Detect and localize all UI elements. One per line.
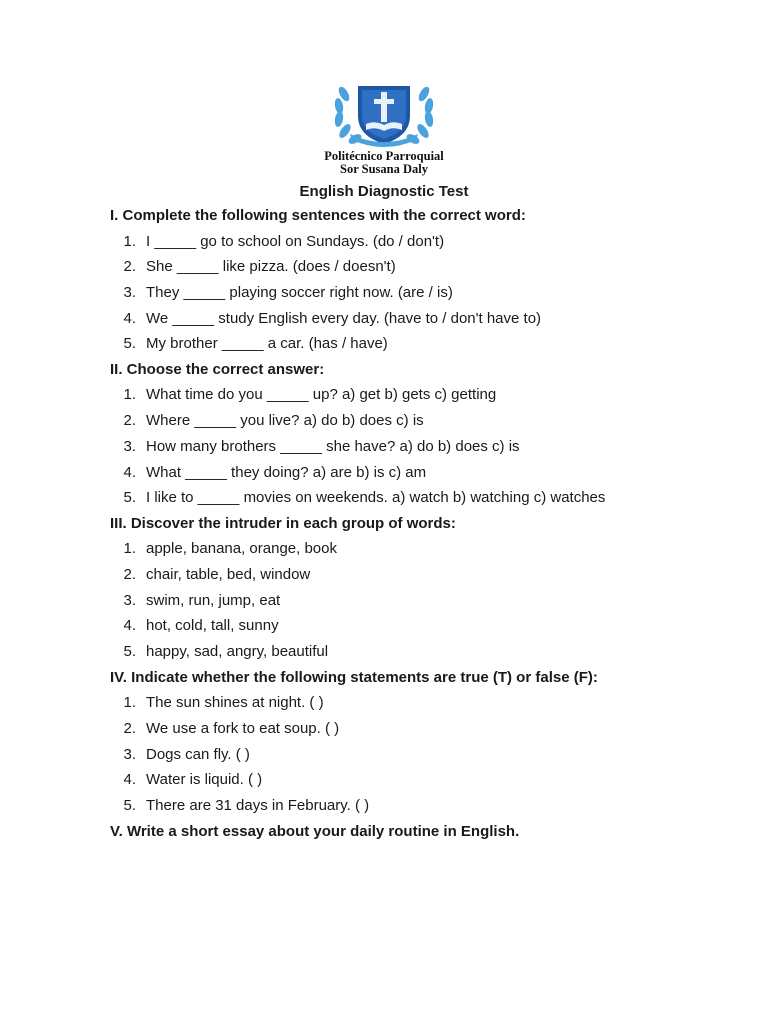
question-number: 4. [123,617,136,635]
question-number: 2. [123,412,136,430]
question-text: We _____ study English every day. (have to / don't have to) [146,309,542,327]
question-number: 2. [123,258,136,276]
question-number: 4. [123,771,136,789]
question-text: apple, banana, orange, book [146,540,337,558]
school-name-line2: Sor Susana Daly [340,162,428,176]
section-4 [110,669,710,823]
test-content [110,207,710,848]
question-number: 5. [123,335,136,353]
section-heading: IV. Indicate whether the following statements are true (T) or false (F): [110,668,598,686]
question-item [110,797,710,823]
question-text: Where _____ you live? a) do b) does c) is [146,412,424,430]
school-crest-logo [328,80,440,150]
question-item [110,746,710,772]
question-number: 1. [123,694,136,712]
question-text: swim, run, jump, eat [146,591,281,609]
section-heading: I. Complete the following sentences with the correct word: [110,207,526,224]
question-text: Dogs can fly. ( ) [146,745,250,763]
question-text: My brother _____ a car. (has / have) [146,335,388,353]
question-item [110,310,710,336]
question-text: The sun shines at night. ( ) [146,694,324,712]
question-text: happy, sad, angry, beautiful [146,643,329,661]
question-number: 1. [123,386,136,404]
question-item [110,540,710,566]
question-item [110,694,710,720]
question-number: 1. [123,232,136,250]
question-item [110,720,710,746]
question-item [110,412,710,438]
question-item [110,386,710,412]
question-item [110,335,710,361]
question-item [110,566,710,592]
question-item [110,643,710,669]
section-5 [110,823,710,849]
question-number: 2. [123,720,136,737]
question-text: I like to _____ movies on weekends. a) watch b) watching c) watches [146,489,606,507]
question-item [110,438,710,464]
question-number: 1. [123,540,136,558]
question-text: I _____ go to school on Sundays. (do / don't) [146,232,445,250]
question-text: How many brothers _____ she have? a) do b) does c) is [146,437,520,455]
section-1 [110,207,710,361]
question-item [110,617,710,643]
question-number: 4. [123,309,136,327]
question-text: hot, cold, tall, sunny [146,617,279,635]
section-heading: V. Write a short essay about your daily routine in English. [110,822,520,840]
question-text: There are 31 days in February. ( ) [146,797,370,815]
question-number: 3. [123,437,136,455]
section-heading: II. Choose the correct answer: [110,360,325,378]
question-number: 5. [123,643,136,661]
question-number: 5. [123,797,136,815]
question-item [110,464,710,490]
question-text: chair, table, bed, window [146,566,311,584]
school-name-line1: Politécnico Parroquial [324,149,444,163]
question-item [110,284,710,310]
question-item [110,489,710,515]
section-3 [110,515,710,669]
question-item [110,258,710,284]
school-logo-block [0,80,768,176]
question-item [110,771,710,797]
question-text: Water is liquid. ( ) [146,771,263,789]
question-text: We use a fork to eat soup. ( ) [146,720,340,737]
question-text: What _____ they doing? a) are b) is c) am [146,463,427,481]
section-2 [110,361,710,515]
section-heading: III. Discover the intruder in each group of words: [110,514,456,532]
document-title: English Diagnostic Test [299,183,469,200]
question-number: 3. [123,591,136,609]
question-number: 3. [123,745,136,763]
question-item [110,233,710,259]
question-number: 4. [123,463,136,481]
question-text: She _____ like pizza. (does / doesn't) [146,258,396,276]
question-text: What time do you _____ up? a) get b) gets c) getting [146,386,497,404]
question-number: 5. [123,489,136,507]
question-item [110,592,710,618]
question-text: They _____ playing soccer right now. (are / is) [146,283,453,301]
question-number: 2. [123,566,136,584]
question-number: 3. [123,283,136,301]
